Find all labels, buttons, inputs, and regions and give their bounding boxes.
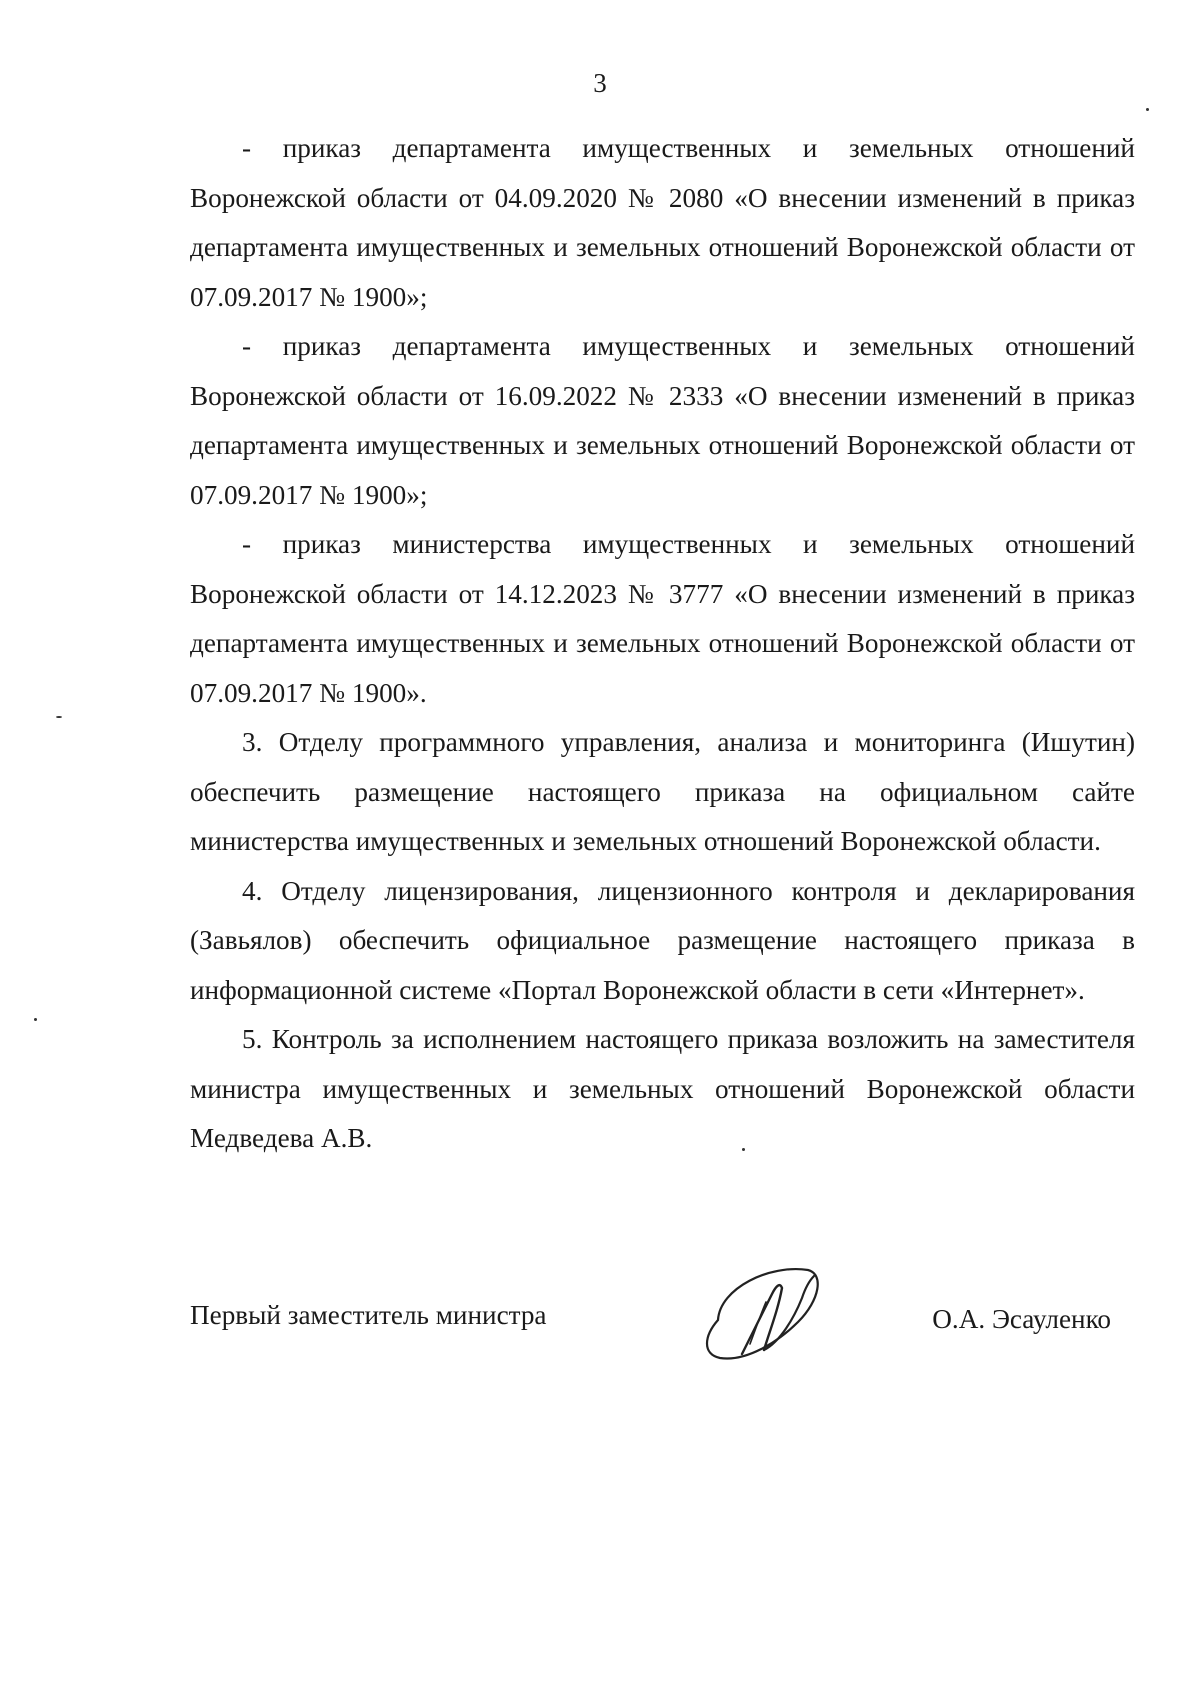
paragraph-order-2022: - приказ департамента имущественных и земельных отношений Воронежской области от 16.09.2022 № 2333 «О внесении изменений в приказ департамента имущественных и земельных отношений Воронежской области от 07.09.2017 № 1900»; [190, 331, 1135, 510]
scan-speck [56, 716, 62, 718]
signature-block [190, 1258, 1135, 1378]
handwritten-signature [690, 1258, 830, 1370]
scan-speck [742, 1148, 745, 1151]
scan-speck [1146, 108, 1149, 111]
signatory-position: Первый заместитель министра [190, 1300, 547, 1330]
signatory-name: О.А. Эсауленко [932, 1304, 1111, 1334]
paragraph-item-5: 5. Контроль за исполнением настоящего приказа возложить на заместителя министра имущественных и земельных отношений Воронежской области Медведева А.В. [190, 1024, 1135, 1153]
paragraph-item-4: 4. Отделу лицензирования, лицензионного контроля и декларирования (Завьялов) обеспечить официальное размещение настоящего приказа в информационной системе «Портал Воронежской области в сети «Интернет». [190, 875, 1135, 1005]
scan-speck [34, 1018, 37, 1021]
paragraph-order-2023: - приказ министерства имущественных и земельных отношений Воронежской области от 14.12.2023 № 3777 «О внесении изменений в приказ департамента имущественных и земельных отношений Воронежской области от 07.09.2017 № 1900». [190, 529, 1135, 708]
paragraph-item-3: 3. Отделу программного управления, анализа и мониторинга (Ишутин) обеспечить размещение настоящего приказа на официальном сайте министерства имущественных и земельных отношений Воронежской области. [190, 727, 1135, 856]
paragraph-order-2020: - приказ департамента имущественных и земельных отношений Воронежской области от 04.09.2020 № 2080 «О внесении изменений в приказ департамента имущественных и земельных отношений Воронежской области от 07.09.2017 № 1900»; [190, 133, 1135, 312]
document-body [190, 124, 1135, 1164]
page-number: 3 [593, 68, 607, 98]
